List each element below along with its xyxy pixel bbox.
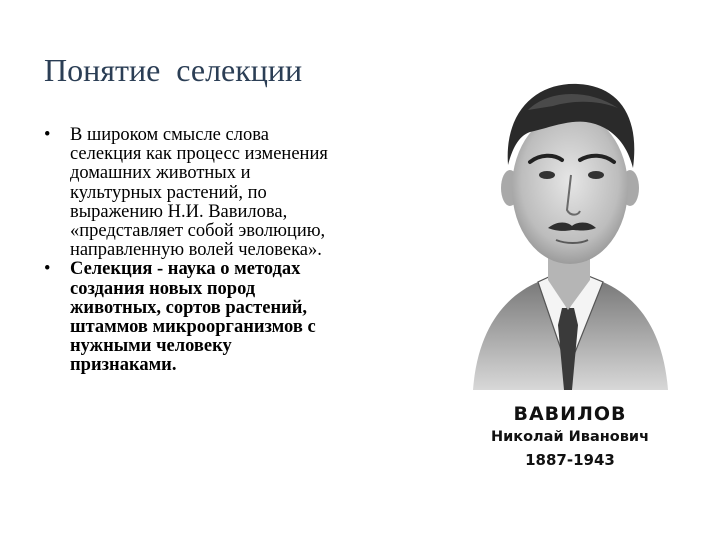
bullet-list (44, 126, 389, 376)
bullet-marker: • (44, 125, 51, 145)
portrait-caption-surname: ВАВИЛОВ (513, 403, 627, 425)
bullet-text: В широком смысле слова селекция как процесс изменения домашних животных и культурных растений, по выражению Н.И. Вавилова, «представляет собой эволюцию, направленную волей человека». (70, 125, 328, 261)
bullet-item-definition (44, 126, 389, 260)
portrait-image (468, 70, 673, 390)
portrait-caption-years: 1887-1943 (525, 451, 615, 469)
bullet-marker: • (44, 259, 51, 280)
slide-title: Понятие селекции (44, 52, 303, 88)
portrait-caption-name: Николай Иванович (490, 429, 650, 445)
bullet-text: Селекция - наука о методах создания новых пород животных, сортов растений, штаммов микроорганизмов с нужными человеку признаками. (70, 259, 316, 376)
bullet-item-science (44, 260, 389, 375)
